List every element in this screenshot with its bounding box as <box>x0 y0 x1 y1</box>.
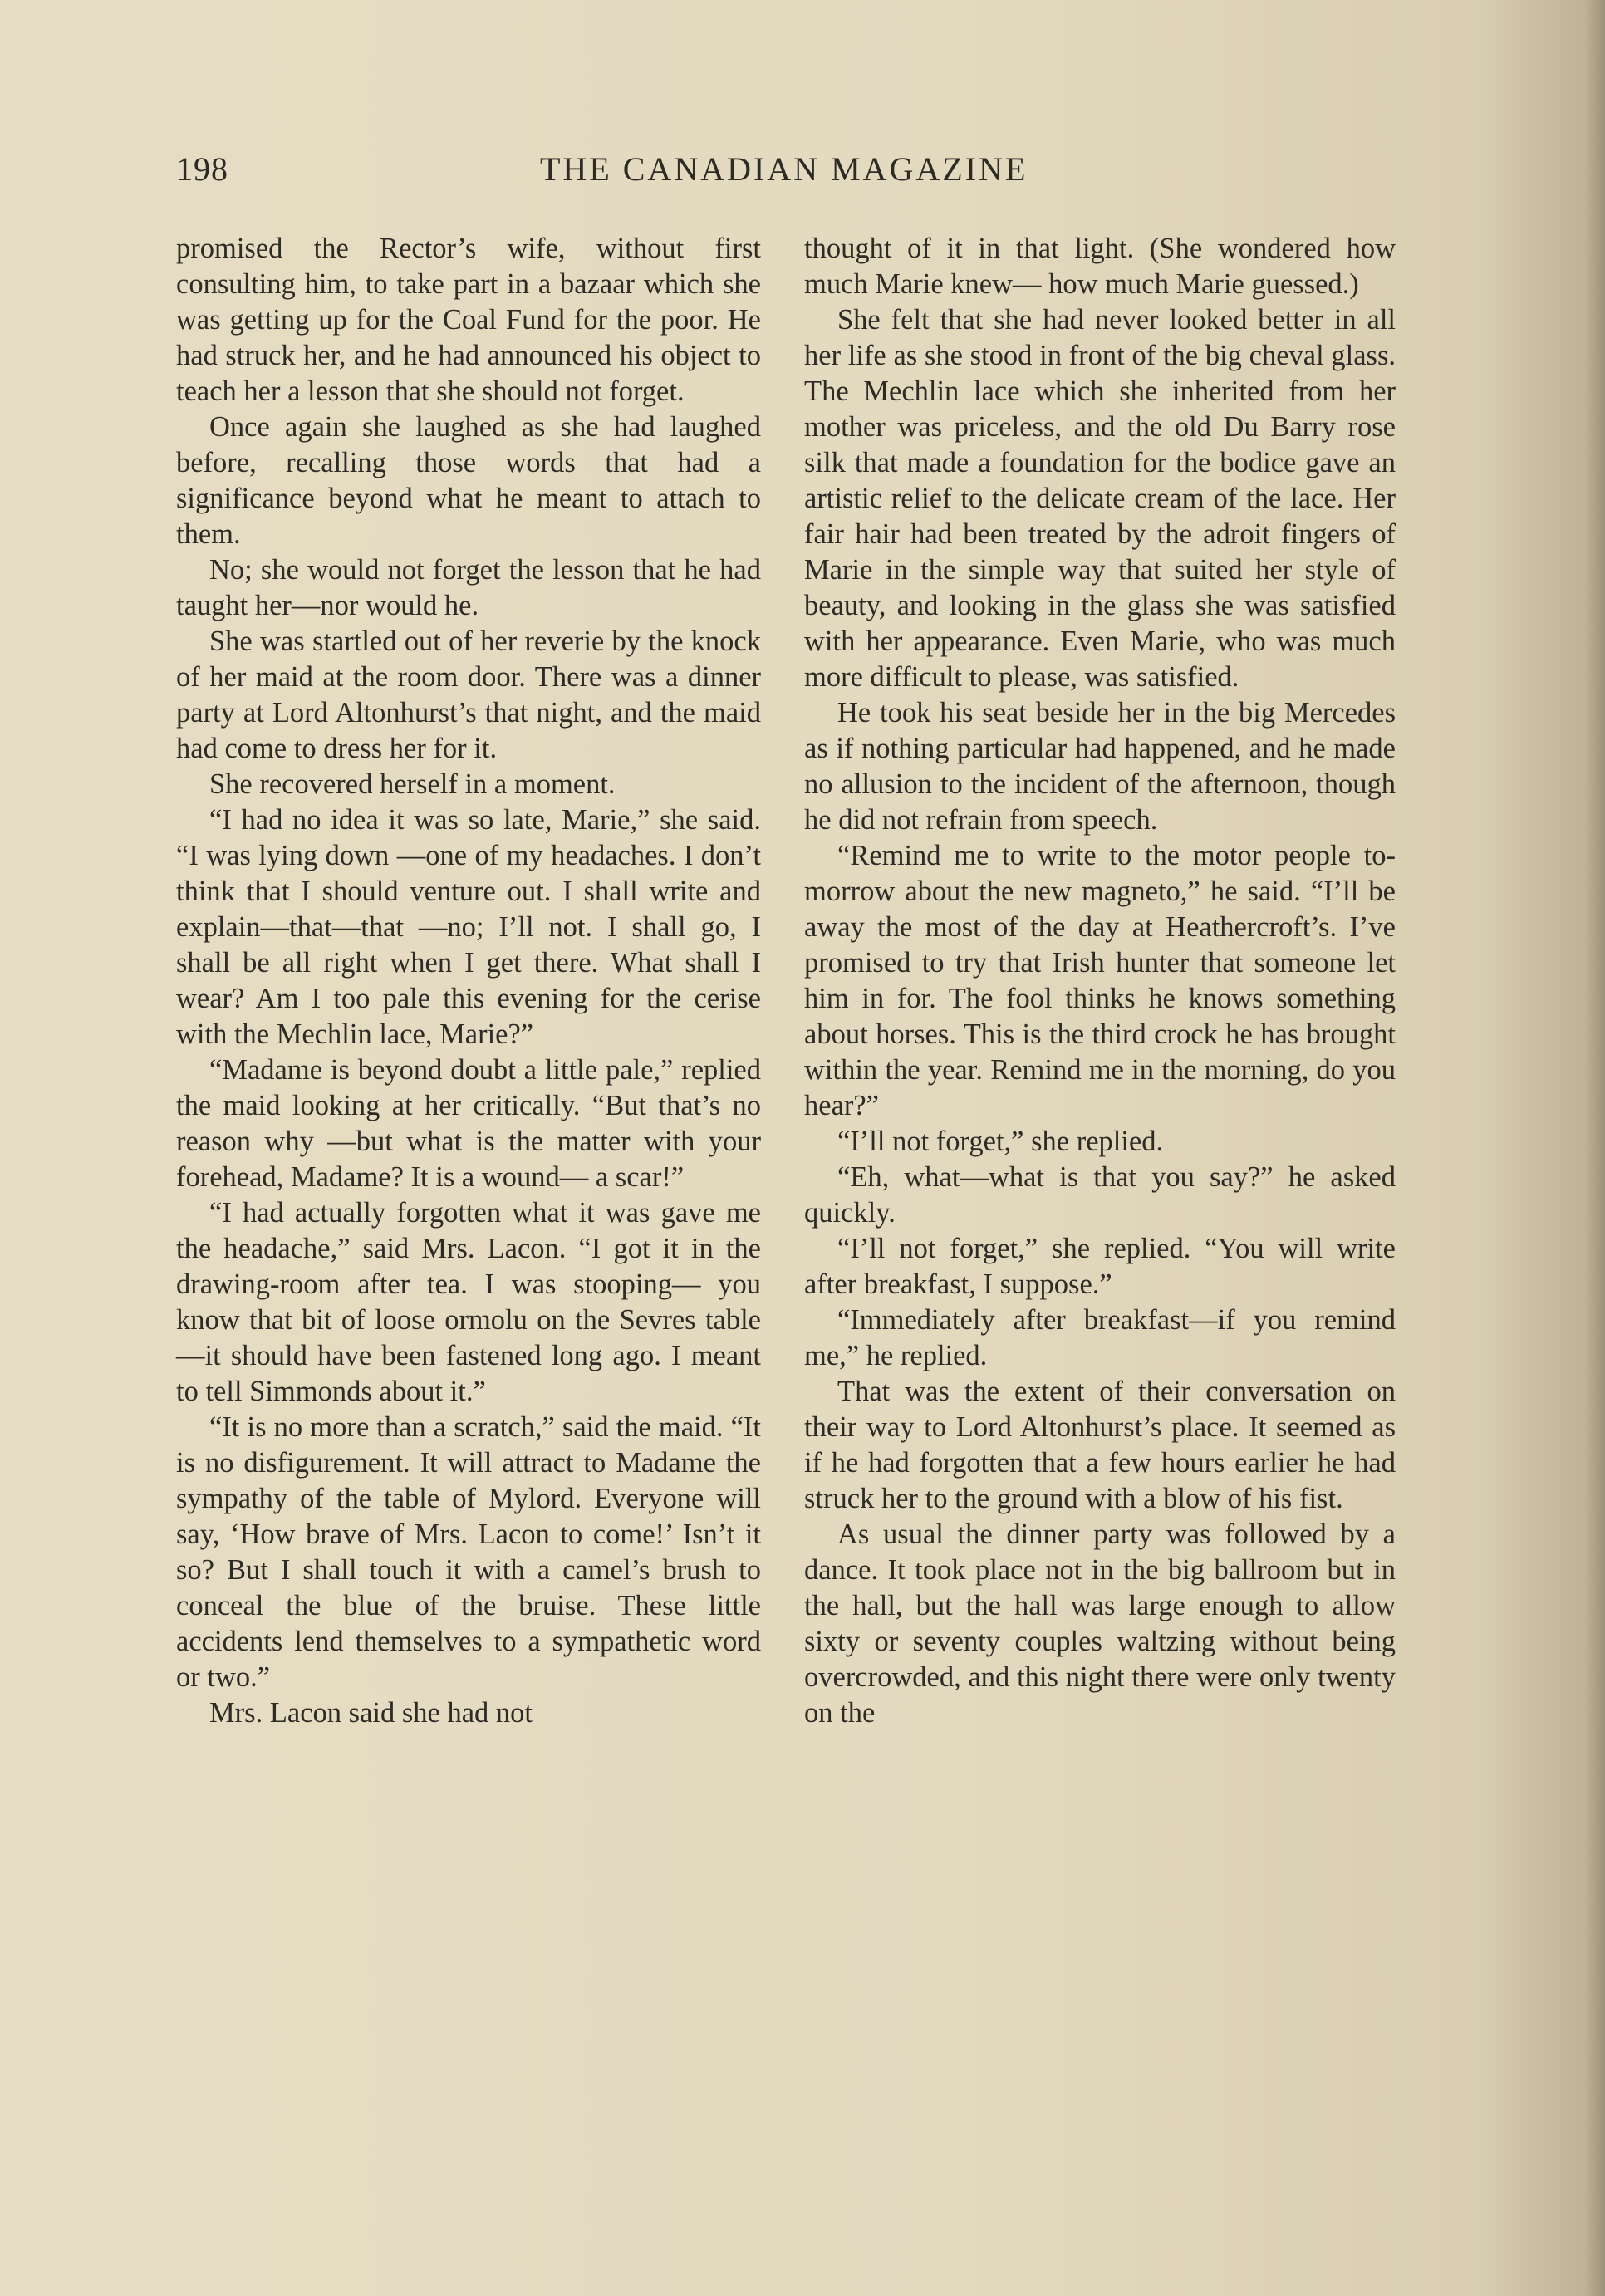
paragraph: “I’ll not forget,” she replied. <box>837 1126 1164 1157</box>
paragraph: “I had no idea it was so late, Marie,” she said. “I was lying down —one of my headaches. I don’t think that I should venture out. I shall write and explain—that—that —no; I’ll not. I shall go, I shall be all right when I get there. What shall I wear? Am I too pale this evening for the cerise with the Mechlin lace, Marie?” <box>176 804 761 1050</box>
paragraph: “I had actually forgotten what it was gave me the headache,” said Mrs. Lacon. “I got it in the drawing-room after tea. I was stooping— you know that bit of loose ormolu on the Sevres table—it should have been fastened long ago. I meant to tell Simmonds about it.” <box>176 1197 761 1407</box>
paragraph: “It is no more than a scratch,” said the maid. “It is no disfigurement. It will attract to Madame the sympathy of the table of Mylord. Everyone will say, ‘How brave of Mrs. Lacon to come!’ Isn’t it so? But I shall touch it with a camel’s brush to conceal the blue of the bruise. These little accidents lend themselves to a sympathetic word or two.” <box>176 1411 761 1693</box>
paragraph: He took his seat beside her in the big Mercedes as if nothing particular had happened, and he made no allusion to the incident of the afternoon, though he did not refrain from speech. <box>804 697 1396 836</box>
running-title: THE CANADIAN MAGAZINE <box>540 150 1028 188</box>
running-header <box>176 150 1063 199</box>
paragraph: “Remind me to write to the motor people to-morrow about the new magneto,” he said. “I’ll be away the most of the day at Heathercroft’s. I’ve promised to try that Irish hunter that someone let him in for. The fool thinks he knows something about horses. This is the third crock he has brought within the year. Remind me in the morning, do you hear?” <box>804 840 1396 1121</box>
paragraph: Mrs. Lacon said she had not <box>209 1697 533 1729</box>
paragraph: Once again she laughed as she had laughed before, recalling those words that had a significance beyond what he meant to attach to them. <box>176 411 761 550</box>
page-number: 198 <box>176 150 228 188</box>
paragraph: She felt that she had never looked better in all her life as she stood in front of the big cheval glass. The Mechlin lace which she inherited from her mother was priceless, and the old Du Barry rose silk that made a foundation for the bodice gave an artistic relief to the delicate cream of the lace. Her fair hair had been treated by the adroit fingers of Marie in the simple way that suited her style of beauty, and looking in the glass she was satisfied with her appearance. Even Marie, who was much more difficult to please, was satisfied. <box>804 304 1396 693</box>
paragraph: promised the Rector’s wife, without first consulting him, to take part in a bazaar which she was getting up for the Coal Fund for the poor. He had struck her, and he had announced his object to teach her a lesson that she should not forget. <box>176 233 761 407</box>
paragraph: thought of it in that light. (She wondered how much Marie knew— how much Marie guessed.) <box>804 233 1396 300</box>
paragraph: “I’ll not forget,” she replied. “You will write after breakfast, I suppose.” <box>804 1233 1396 1300</box>
paragraph: “Immediately after breakfast—if you remind me,” he replied. <box>804 1304 1396 1371</box>
paragraph: No; she would not forget the lesson that he had taught her—nor would he. <box>176 554 761 621</box>
paragraph: She was startled out of her reverie by the knock of her maid at the room door. There was a dinner party at Lord Altonhurst’s that night, and the maid had come to dress her for it. <box>176 626 761 764</box>
right-column <box>804 231 1396 1731</box>
paragraph: She recovered herself in a moment. <box>209 768 616 800</box>
paragraph: That was the extent of their conversation on their way to Lord Altonhurst’s place. It seemed as if he had forgotten that a few hours earlier he had struck her to the ground with a blow of his fist. <box>804 1376 1396 1514</box>
paragraph: “Madame is beyond doubt a little pale,” replied the maid looking at her critically. “But that’s no reason why —but what is the matter with your forehead, Madame? It is a wound— a scar!” <box>176 1054 761 1193</box>
paragraph: “Eh, what—what is that you say?” he asked quickly. <box>804 1161 1396 1229</box>
paragraph: As usual the dinner party was followed by a dance. It took place not in the big ballroom but in the hall, but the hall was large enough to allow sixty or seventy couples waltzing without being overcrowded, and this night there were only twenty on the <box>804 1518 1396 1729</box>
left-column <box>176 231 761 1731</box>
page-edge-shadow <box>1585 0 1605 2296</box>
